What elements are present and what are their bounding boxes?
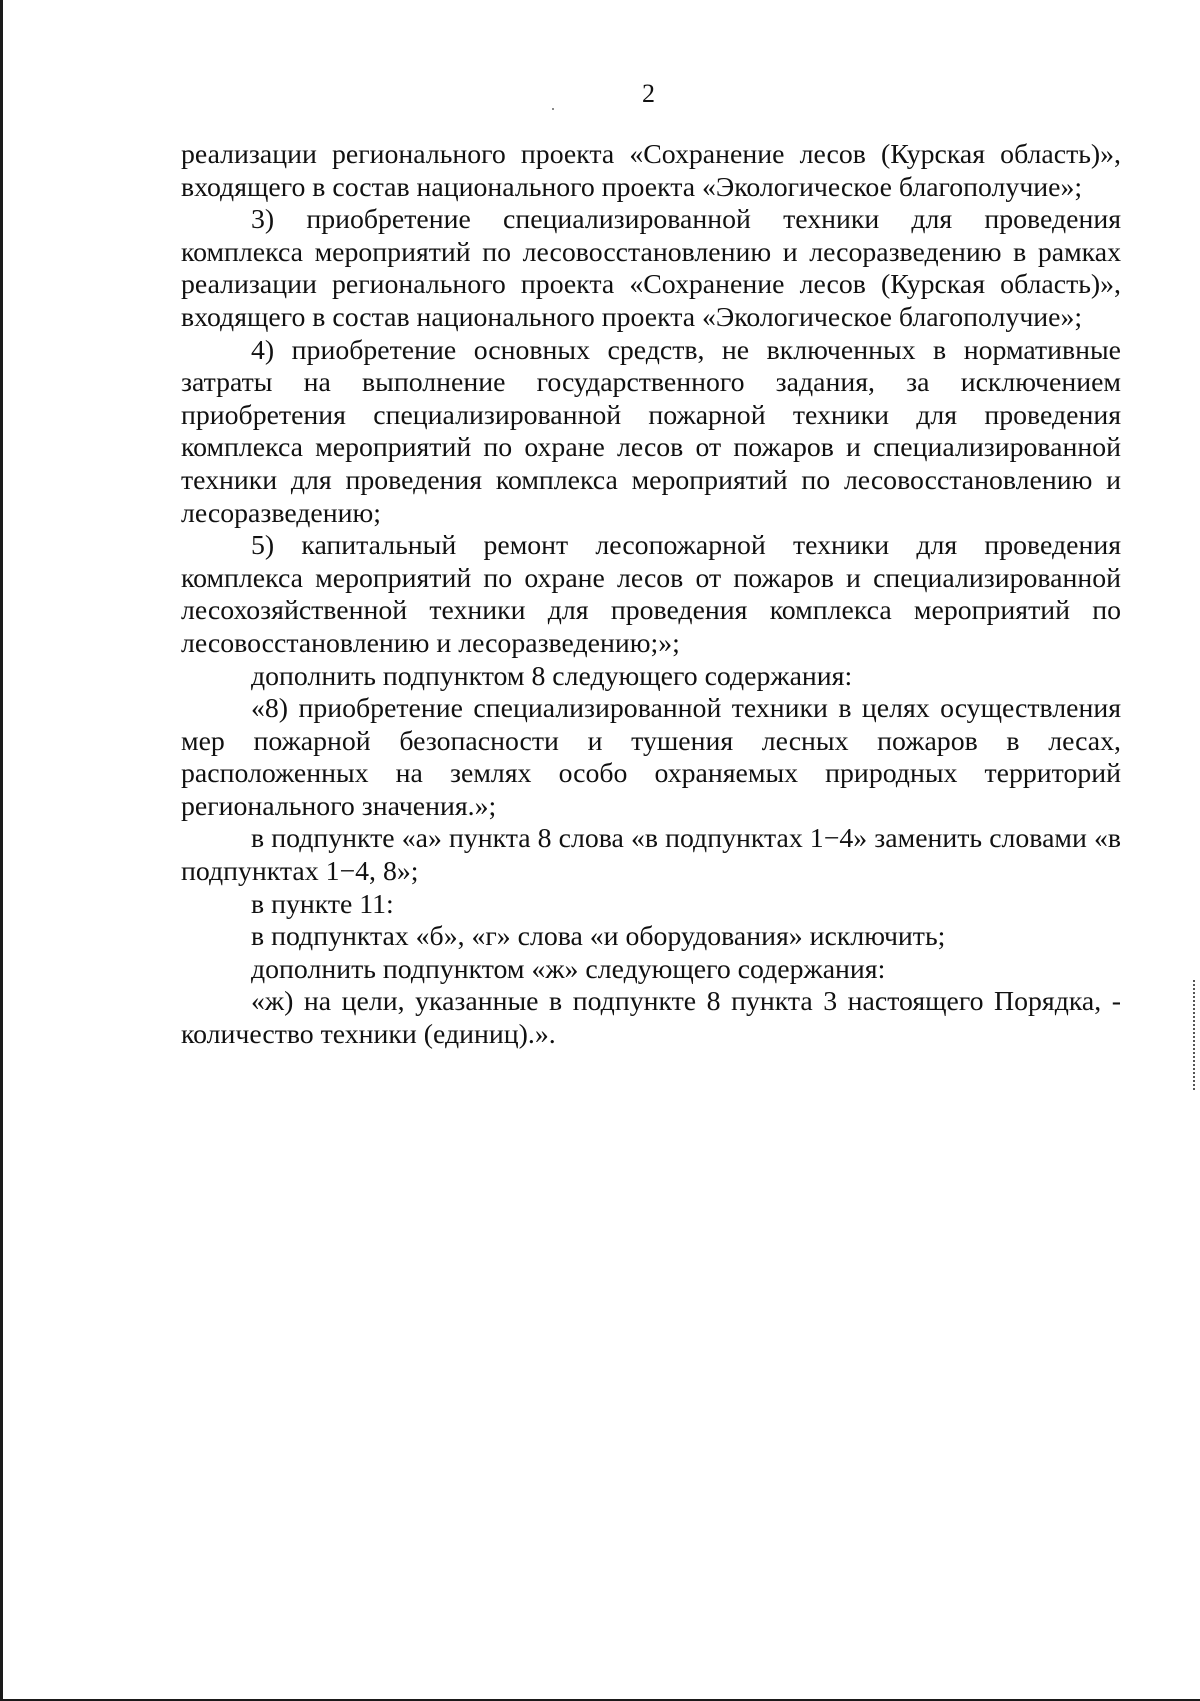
paragraph-subitems-b-g: в подпунктах «б», «г» слова «и оборудования» исключить; xyxy=(251,921,946,953)
paragraph-item-5: 5) капитальный ремонт лесопожарной техники для проведения комплекса мероприятий по охране лесов от пожаров и специализированной лесохозяйственной техники для проведения комплекса мероприятий по лесовосстановлению и лесоразведению;»; xyxy=(181,530,1121,659)
paragraph-item-4: 4) приобретение основных средств, не включенных в нормативные затраты на выполнение государственного задания, за исключением приобретения специализированной пожарной техники для проведения комплекса мероприятий по охране лесов от пожаров и специализированной техники для проведения комплекса мероприятий по лесовосстановлению и лесоразведению; xyxy=(181,334,1121,529)
scan-edge-left xyxy=(0,0,3,1701)
paragraph-add-subitem-zh: дополнить подпунктом «ж» следующего содержания: xyxy=(251,953,886,985)
paragraph-subitem-a-change: в подпункте «а» пункта 8 слова «в подпунктах 1−4» заменить словами «в подпунктах 1−4, 8»; xyxy=(181,823,1121,888)
paragraph-item-11: в пункте 11: xyxy=(251,888,394,920)
page-number: 2 xyxy=(642,79,655,108)
paragraph-item-3: 3) приобретение специализированной техники для проведения комплекса мероприятий по лесовосстановлению и лесоразведению в рамках реализации регионального проекта «Сохранение лесов (Курская область)», входящего в состав национального проекта «Экологическое благополучие»; xyxy=(181,204,1121,333)
paragraph-item-8: «8) приобретение специализированной техники в целях осуществления мер пожарной безопасности и тушения лесных пожаров в лесах, расположенных на землях особо охраняемых природных территорий регионального значения.»; xyxy=(181,693,1121,822)
paragraph-add-subitem-8: дополнить подпунктом 8 следующего содержания: xyxy=(251,660,853,692)
scan-edge-right-marks xyxy=(1193,980,1197,1090)
paragraph-continuation: реализации регионального проекта «Сохранение лесов (Курская область)», входящего в состав национального проекта «Экологическое благополучие»; xyxy=(181,139,1121,203)
document-body xyxy=(181,139,1121,1052)
paragraph-subitem-zh: «ж) на цели, указанные в подпункте 8 пункта 3 настоящего Порядка, - количество техники (единиц).». xyxy=(181,986,1121,1051)
